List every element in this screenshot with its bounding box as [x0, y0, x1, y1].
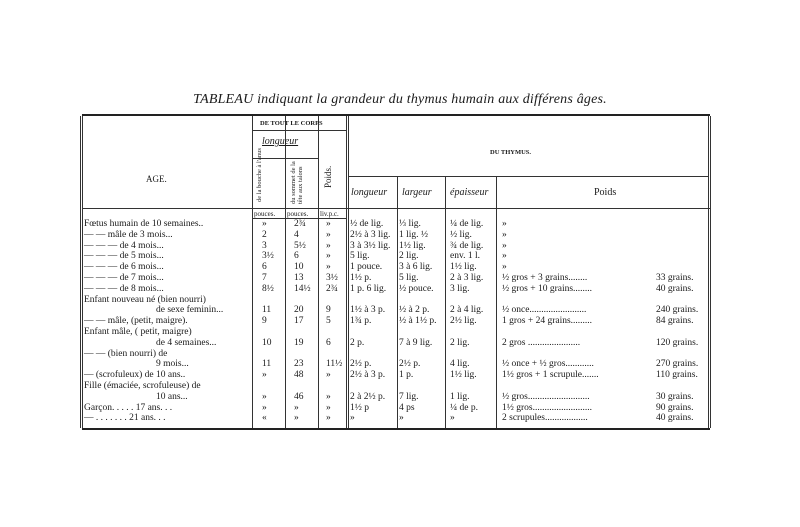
table-row — [82, 413, 710, 424]
cell-epaisseur: 3 lig. — [450, 283, 470, 294]
cell-bouche: 8½ — [262, 283, 274, 294]
cell-grains: 240 grains. — [656, 305, 699, 316]
cell-poids-corps: » — [326, 219, 331, 229]
cell-age: Fœtus humain de 10 semaines.. — [84, 219, 204, 229]
cell-longueur: 2 p. — [350, 337, 365, 348]
cell-grains: 270 grains. — [656, 359, 699, 370]
table-row — [82, 273, 710, 284]
unit-pouces: pouces. — [287, 210, 309, 218]
cell-longueur: 1½ p — [350, 402, 369, 413]
cell-sommet: 6 — [294, 251, 299, 262]
header-longueur: longueur — [351, 187, 388, 198]
table-row — [82, 327, 710, 338]
cell-epaisseur: 2½ lig. — [450, 316, 477, 327]
cell-poids-thymus: ½ once........................ — [502, 305, 587, 316]
cell-bouche: 7 — [262, 273, 267, 283]
cell-poids-thymus: » — [502, 219, 507, 229]
table-row — [82, 230, 710, 241]
cell-bouche: » — [262, 391, 267, 402]
cell-bouche: 3½ — [262, 251, 274, 262]
cell-longueur: 1½ à 3 p. — [350, 305, 386, 316]
cell-epaisseur: 2 à 3 lig. — [450, 273, 484, 283]
header-epaisseur: épaisseur — [450, 187, 489, 198]
cell-sommet: 17 — [294, 316, 304, 327]
cell-sommet: 2¾ — [294, 219, 306, 229]
cell-largeur: 1 lig. ½ — [399, 229, 429, 240]
cell-poids-thymus: » — [502, 229, 507, 240]
cell-epaisseur: 2 lig. — [450, 337, 470, 348]
cell-poids-thymus: ½ once + ½ gros............ — [502, 359, 594, 370]
header-largeur: largeur — [402, 187, 432, 198]
header-rule — [82, 208, 710, 209]
cell-sommet: 23 — [294, 359, 304, 370]
cell-grains: 90 grains. — [656, 402, 694, 413]
table-row — [82, 381, 710, 392]
cell-grains: 30 grains. — [656, 391, 694, 402]
cell-age: de 4 semaines... — [156, 337, 217, 348]
cell-longueur: 1 p. 6 lig. — [350, 283, 387, 294]
cell-poids-thymus: » — [502, 240, 507, 251]
cell-poids-thymus: 1½ gros + 1 scrupule....... — [502, 370, 599, 381]
cell-longueur: 5 lig. — [350, 251, 370, 262]
header-bouche: de la bouche à l'anus — [256, 148, 263, 202]
cell-poids-thymus: 2 gros ...................... — [502, 337, 581, 348]
cell-longueur: ½ de lig. — [350, 219, 384, 229]
cell-poids-corps: » — [326, 413, 331, 424]
cell-epaisseur: ¼ de lig. — [450, 219, 484, 229]
table-row — [82, 219, 710, 230]
cell-age: 10 ans... — [156, 391, 188, 402]
cell-sommet: » — [294, 413, 299, 424]
unit-pouces: pouces. — [254, 210, 276, 218]
cell-epaisseur: env. 1 l. — [450, 251, 480, 262]
table-row — [82, 241, 710, 252]
cell-largeur: 7 à 9 lig. — [399, 337, 433, 348]
cell-poids-thymus: ½ gros + 10 grains........ — [502, 283, 593, 294]
header-corps: DE TOUT LE CORPS — [260, 120, 323, 127]
table-row — [82, 359, 710, 370]
table-row — [82, 338, 710, 349]
cell-epaisseur: 1 lig. — [450, 391, 470, 402]
cell-grains: 33 grains. — [656, 273, 694, 283]
cell-bouche: » — [262, 219, 267, 229]
cell-epaisseur: 2 à 4 lig. — [450, 305, 484, 316]
cell-longueur: 1½ p. — [350, 273, 372, 283]
cell-bouche: 6 — [262, 262, 267, 273]
cell-poids-corps: » — [326, 240, 331, 251]
cell-poids-corps: » — [326, 262, 331, 273]
table-row — [82, 392, 710, 403]
cell-epaisseur: 4 lig. — [450, 359, 470, 370]
cell-age: Garçon. . . . . 17 ans. . . — [84, 402, 173, 413]
unit-livpc: liv.p.c. — [320, 210, 339, 218]
cell-poids-corps: » — [326, 370, 331, 381]
cell-bouche: 11 — [262, 359, 272, 370]
cell-poids-thymus: » — [502, 251, 507, 262]
cell-sommet: 48 — [294, 370, 304, 381]
cell-age: — — mâle, (petit, maigre). — [84, 316, 188, 327]
cell-poids-corps: 6 — [326, 337, 331, 348]
thymus-table — [82, 114, 710, 430]
cell-poids-thymus: 1 gros + 24 grains......... — [502, 316, 593, 327]
cell-longueur: 2½ à 3 p. — [350, 370, 386, 381]
cell-sommet: 46 — [294, 391, 304, 402]
cell-bouche: 9 — [262, 316, 267, 327]
cell-age: — — — de 7 mois... — [84, 273, 164, 283]
cell-sommet: 20 — [294, 305, 304, 316]
cell-longueur: 2 à 2½ p. — [350, 391, 386, 402]
cell-age: — . . . . . . . 21 ans. . . — [84, 413, 166, 424]
cell-bouche: » — [262, 402, 267, 413]
cell-age: — — — de 6 mois... — [84, 262, 164, 273]
table-row — [82, 349, 710, 360]
cell-bouche: » — [262, 370, 267, 381]
cell-poids-thymus: ½ gros + 3 grains........ — [502, 273, 588, 283]
cell-epaisseur: 1½ lig. — [450, 262, 477, 273]
cell-bouche: 2 — [262, 229, 267, 240]
header-thymus: DU THYMUS. — [490, 149, 532, 156]
cell-bouche: « — [262, 413, 267, 424]
cell-sommet: 10 — [294, 262, 304, 273]
header-age: AGE. — [146, 174, 167, 184]
header-sommet: du sommet de la tête aux talons — [290, 161, 304, 204]
cell-age: — — — de 8 mois... — [84, 283, 164, 294]
cell-grains: 40 grains. — [656, 413, 694, 424]
cell-longueur: 2½ à 3 lig. — [350, 229, 391, 240]
cell-poids-thymus: 1½ gros......................... — [502, 402, 592, 413]
header-longueur-group: longueur — [262, 136, 299, 147]
table-row — [82, 305, 710, 316]
cell-bouche: 10 — [262, 337, 272, 348]
cell-sommet: 19 — [294, 337, 304, 348]
cell-epaisseur: ¾ de lig. — [450, 240, 484, 251]
table-row — [82, 284, 710, 295]
cell-epaisseur: ½ lig. — [450, 229, 472, 240]
cell-longueur: 1 pouce. — [350, 262, 383, 273]
table-row — [82, 316, 710, 327]
table-row — [82, 251, 710, 262]
cell-largeur: ½ à 2 p. — [399, 305, 430, 316]
header-poids-corps: Poids. — [323, 165, 333, 188]
cell-largeur: ½ à 1½ p. — [399, 316, 437, 327]
cell-age: — — mâle de 3 mois... — [84, 229, 173, 240]
cell-age: — — — de 4 mois... — [84, 240, 164, 251]
cell-age: Enfant mâle, ( petit, maigre) — [84, 327, 192, 337]
cell-age: 9 mois... — [156, 359, 189, 370]
cell-poids-thymus: » — [502, 262, 507, 273]
table-row — [82, 403, 710, 414]
cell-poids-corps: » — [326, 251, 331, 262]
cell-poids-thymus: ½ gros.......................... — [502, 391, 590, 402]
cell-sommet: 13 — [294, 273, 304, 283]
cell-sommet: 5½ — [294, 240, 306, 251]
cell-poids-corps: » — [326, 229, 331, 240]
cell-sommet: 4 — [294, 229, 299, 240]
header-poids: Poids — [594, 187, 617, 198]
cell-poids-corps: 2¾ — [326, 283, 338, 294]
cell-largeur: 2 lig. — [399, 251, 419, 262]
cell-epaisseur: ¼ de p. — [450, 402, 478, 413]
cell-largeur: 4 ps — [399, 402, 415, 413]
cell-largeur: 1½ lig. — [399, 240, 426, 251]
cell-largeur: 7 lig. — [399, 391, 419, 402]
cell-longueur: 2½ p. — [350, 359, 372, 370]
cell-poids-corps: 5 — [326, 316, 331, 327]
cell-epaisseur: 1½ lig. — [450, 370, 477, 381]
header-rule — [349, 176, 708, 177]
cell-largeur: » — [399, 413, 404, 424]
cell-poids-corps: 11½ — [326, 359, 343, 370]
cell-sommet: 14½ — [294, 283, 311, 294]
cell-longueur: 1¾ p. — [350, 316, 372, 327]
table-row — [82, 295, 710, 306]
page-title: TABLEAU indiquant la grandeur du thymus humain aux différens âges. — [193, 92, 607, 107]
cell-largeur: 5 lig. — [399, 273, 419, 283]
cell-age: Fille (émaciée, scrofuleuse) de — [84, 381, 201, 391]
cell-largeur: 3 à 6 lig. — [399, 262, 433, 273]
table-row — [82, 370, 710, 381]
cell-grains: 120 grains. — [656, 337, 699, 348]
cell-poids-corps: » — [326, 402, 331, 413]
cell-largeur: 2½ p. — [399, 359, 421, 370]
cell-age: de sexe feminin... — [156, 305, 224, 316]
cell-longueur: » — [350, 413, 355, 424]
cell-poids-corps: 3½ — [326, 273, 338, 283]
table-row — [82, 262, 710, 273]
cell-age: — — — de 5 mois... — [84, 251, 164, 262]
cell-grains: 84 grains. — [656, 316, 694, 327]
cell-largeur: ⅓ lig. — [399, 219, 421, 229]
cell-bouche: 3 — [262, 240, 267, 251]
cell-sommet: » — [294, 402, 299, 413]
cell-grains: 40 grains. — [656, 283, 694, 294]
cell-longueur: 3 à 3½ lig. — [350, 240, 391, 251]
cell-poids-corps: 9 — [326, 305, 331, 316]
cell-epaisseur: » — [450, 413, 455, 424]
cell-age: — — (bien nourri) de — [84, 348, 168, 359]
cell-grains: 110 grains. — [656, 370, 698, 381]
cell-bouche: 11 — [262, 305, 272, 316]
cell-poids-thymus: 2 scrupules.................. — [502, 413, 588, 424]
cell-poids-corps: » — [326, 391, 331, 402]
cell-largeur: 1 p. — [399, 370, 414, 381]
cell-age: Enfant nouveau né (bien nourri) — [84, 294, 206, 305]
cell-age: — (scrofuleux) de 10 ans.. — [84, 370, 186, 381]
header-rule — [252, 130, 346, 131]
cell-largeur: ½ pouce. — [399, 283, 434, 294]
